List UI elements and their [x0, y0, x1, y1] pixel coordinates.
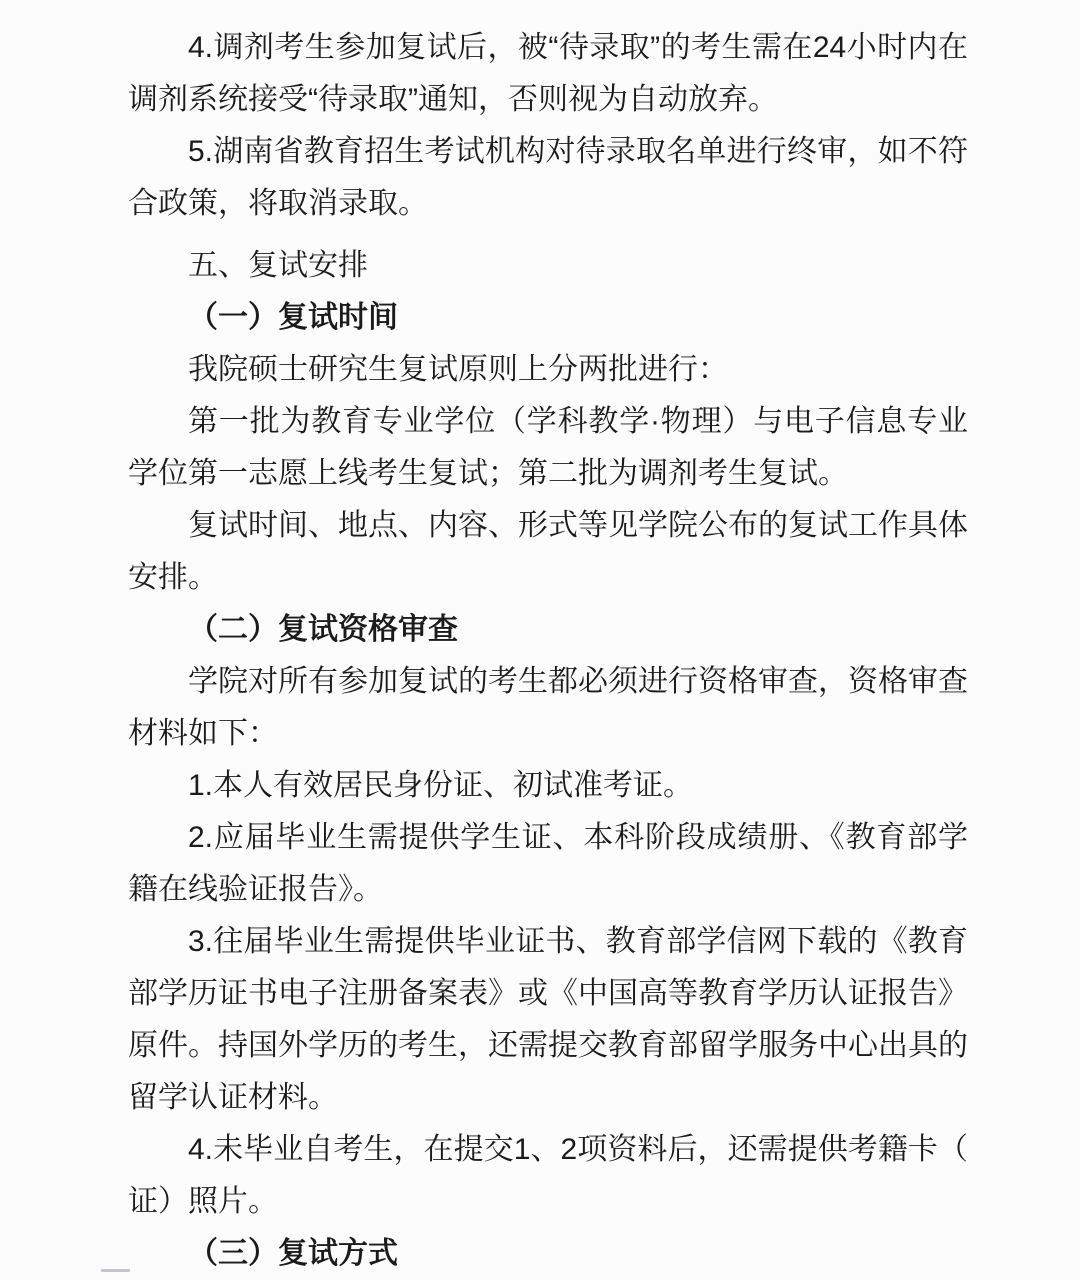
text-line: 部学历证书电子注册备案表》或《中国高等教育学历认证报告》: [128, 977, 968, 1010]
text-line: 籍在线验证报告》。: [128, 873, 383, 906]
text-line: 1.本人有效居民身份证、初试准考证。: [188, 769, 694, 802]
subsection-heading-line: （三）复试方式: [188, 1237, 398, 1270]
text-line: 调剂系统接受“待录取”通知，否则视为自动放弃。: [128, 83, 778, 116]
text-line: 3.往届毕业生需提供毕业证书、教育部学信网下载的《教育: [188, 925, 968, 958]
partial-next-line-fragment: [101, 1269, 130, 1272]
text-line: 材料如下：: [128, 717, 278, 750]
text-line: 第一批为教育专业学位（学科教学·物理）与电子信息专业: [188, 405, 968, 438]
section-heading-line: 五、复试安排: [188, 249, 368, 282]
text-line: 4.调剂考生参加复试后，被“待录取”的考生需在24小时内在: [188, 31, 968, 64]
text-line: 合政策，将取消录取。: [128, 187, 428, 220]
text-line: 安排。: [128, 561, 218, 594]
text-line: 复试时间、地点、内容、形式等见学院公布的复试工作具体: [188, 509, 968, 542]
text-line: 学位第一志愿上线考生复试；第二批为调剂考生复试。: [128, 457, 848, 490]
text-line: 我院硕士研究生复试原则上分两批进行：: [188, 353, 728, 386]
text-line: 4.未毕业自考生，在提交1、2项资料后，还需提供考籍卡（: [188, 1133, 968, 1166]
text-line: 原件。持国外学历的考生，还需提交教育部留学服务中心出具的: [128, 1029, 968, 1062]
subsection-heading-line: （二）复试资格审查: [188, 613, 458, 646]
text-line: 5.湖南省教育招生考试机构对待录取名单进行终审，如不符: [188, 135, 968, 168]
text-line: 证）照片。: [128, 1185, 278, 1218]
text-line: 学院对所有参加复试的考生都必须进行资格审查，资格审查: [188, 665, 968, 698]
text-line: 2.应届毕业生需提供学生证、本科阶段成绩册、《教育部学: [188, 821, 968, 854]
document-text-block: [128, 22, 968, 1280]
text-line: 留学认证材料。: [128, 1081, 338, 1114]
subsection-heading-line: （一）复试时间: [188, 301, 398, 334]
